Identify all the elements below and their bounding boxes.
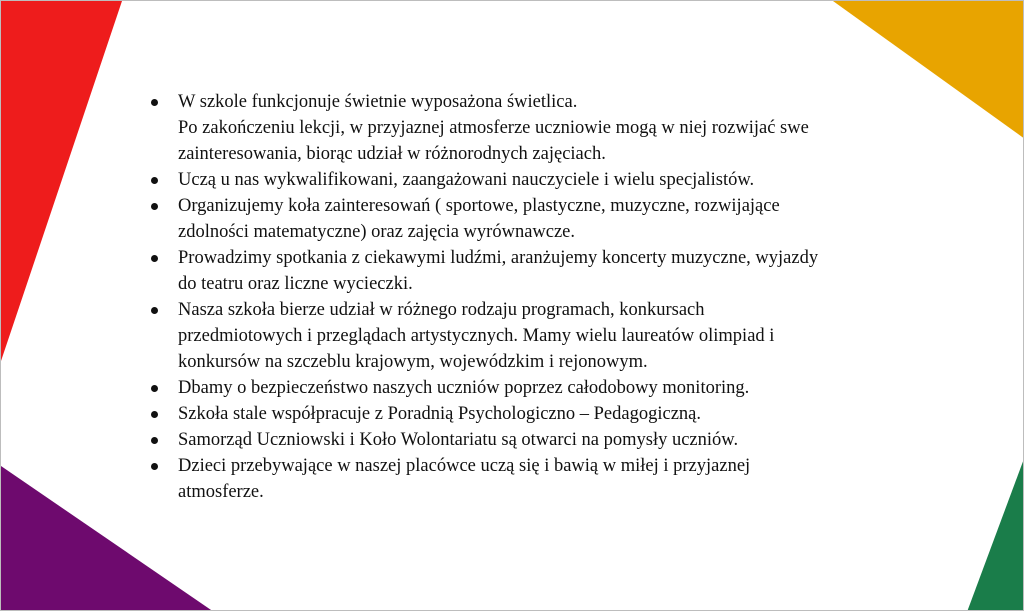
bullet-text-line: zdolności matematyczne) oraz zajęcia wyrównawcze. bbox=[178, 222, 576, 242]
bullet-item bbox=[151, 427, 911, 453]
bullet-text-line: Samorząd Uczniowski i Koło Wolontariatu są otwarci na pomysły uczniów. bbox=[178, 430, 739, 450]
bullet-text-line: atmosferze. bbox=[178, 482, 264, 502]
bullet-text-line: Szkoła stale współpracuje z Poradnią Psychologiczno – Pedagogiczną. bbox=[178, 404, 701, 424]
bullet-text-line: zainteresowania, biorąc udział w różnorodnych zajęciach. bbox=[178, 144, 606, 164]
bullet-list bbox=[151, 89, 911, 505]
bullet-item bbox=[151, 297, 911, 375]
bullet-text-line: Uczą u nas wykwalifikowani, zaangażowani nauczyciele i wielu specjalistów. bbox=[178, 170, 755, 190]
bullet-text-line: Prowadzimy spotkania z ciekawymi ludźmi, aranżujemy koncerty muzyczne, wyjazdy bbox=[178, 248, 819, 268]
bullet-text-line: Dbamy o bezpieczeństwo naszych uczniów poprzez całodobowy monitoring. bbox=[178, 378, 750, 398]
bullet-text-line: do teatru oraz liczne wycieczki. bbox=[178, 274, 413, 294]
red-corner-triangle bbox=[1, 1, 122, 361]
bullet-item bbox=[151, 375, 911, 401]
bullet-item bbox=[151, 245, 911, 297]
bullet-text-line: Po zakończeniu lekcji, w przyjaznej atmosferze uczniowie mogą w niej rozwijać swe bbox=[178, 118, 809, 138]
bullet-item bbox=[151, 167, 911, 193]
bullet-text-line: W szkole funkcjonuje świetnie wyposażona świetlica. bbox=[178, 92, 578, 112]
bullet-item bbox=[151, 453, 911, 505]
bullet-text-line: Nasza szkoła bierze udział w różnego rodzaju programach, konkursach bbox=[178, 300, 705, 320]
bullet-text-line: Dzieci przebywające w naszej placówce uczą się i bawią w miłej i przyjaznej bbox=[178, 456, 751, 476]
bullet-item bbox=[151, 89, 911, 167]
green-corner-triangle bbox=[967, 456, 1024, 611]
bullet-text-line: konkursów na szczeblu krajowym, wojewódzkim i rejonowym. bbox=[178, 352, 648, 372]
bullet-text-line: przedmiotowych i przeglądach artystycznych. Mamy wielu laureatów olimpiad i bbox=[178, 326, 775, 346]
bullet-item bbox=[151, 401, 911, 427]
content-area bbox=[151, 89, 911, 505]
bullet-text-line: Organizujemy koła zainteresowań ( sportowe, plastyczne, muzyczne, rozwijające bbox=[178, 196, 780, 216]
bullet-item bbox=[151, 193, 911, 245]
